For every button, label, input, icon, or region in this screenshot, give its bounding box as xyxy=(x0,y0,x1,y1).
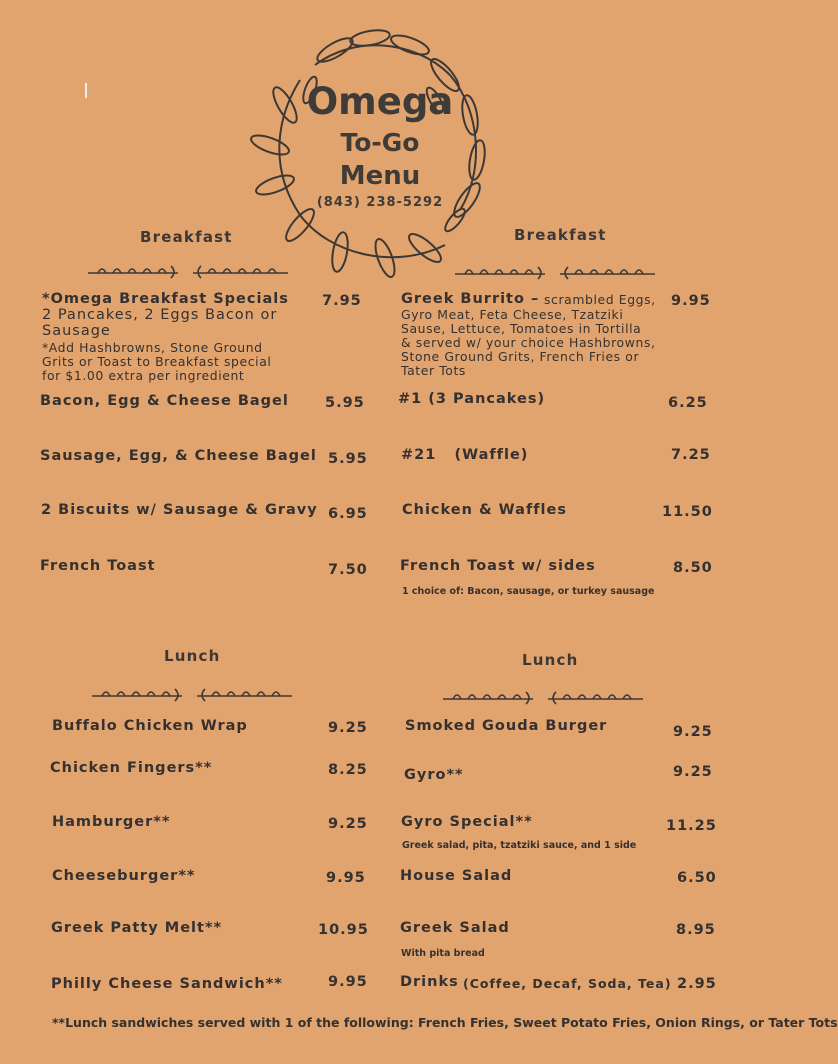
omega-special-name: *Omega Breakfast Specials xyxy=(42,291,289,307)
left-lunch-item-price: 10.95 xyxy=(318,922,369,938)
left-lunch-item-price: 9.95 xyxy=(326,870,366,886)
lunch-divider-left xyxy=(87,681,297,707)
left-breakfast-item-name: Sausage, Egg, & Cheese Bagel xyxy=(40,448,317,464)
footer-note: **Lunch sandwiches served with 1 of the following: French Fries, Sweet Potato Fries, Onion Rings, or Tater Tots xyxy=(52,1015,838,1030)
right-lunch-heading: Lunch xyxy=(522,651,579,669)
left-lunch-item-name: Buffalo Chicken Wrap xyxy=(52,718,248,734)
left-lunch-item-name: Hamburger** xyxy=(52,814,171,830)
right-breakfast-item-name: #1 (3 Pancakes) xyxy=(398,391,546,407)
left-lunch-item-price: 9.95 xyxy=(328,974,368,990)
right-breakfast-heading: Breakfast xyxy=(514,226,607,244)
right-lunch-item-price: 6.50 xyxy=(677,870,717,886)
left-breakfast-item-name: Bacon, Egg & Cheese Bagel xyxy=(40,393,289,409)
drinks-name: Drinks xyxy=(400,974,459,990)
right-lunch-item-price: 9.25 xyxy=(673,724,713,740)
left-lunch-item-name: Greek Patty Melt** xyxy=(51,920,223,936)
right-breakfast-item-name: French Toast w/ sides xyxy=(400,558,596,574)
greek-burrito-name: Greek Burrito – xyxy=(401,291,540,307)
left-lunch-item-price: 9.25 xyxy=(328,720,368,736)
omega-special-note2: Grits or Toast to Breakfast special xyxy=(42,354,272,369)
left-lunch-item-name: Chicken Fingers** xyxy=(50,760,213,776)
left-breakfast-item-price: 5.95 xyxy=(325,395,365,411)
gyro-special-note: Greek salad, pita, tzatziki sauce, and 1 side xyxy=(402,840,637,851)
greek-burrito-desc-inline: scrambled Eggs, xyxy=(544,292,656,307)
left-lunch-item-price: 8.25 xyxy=(328,762,368,778)
left-lunch-item-name: Philly Cheese Sandwich** xyxy=(51,976,283,992)
greek-salad-note: With pita bread xyxy=(401,948,485,959)
omega-special-line2: 2 Pancakes, 2 Eggs Bacon or xyxy=(42,307,278,323)
left-lunch-item-price: 9.25 xyxy=(328,816,368,832)
omega-special-price: 7.95 xyxy=(322,293,362,309)
cursor-mark xyxy=(85,83,87,98)
lunch-divider-right xyxy=(438,684,648,710)
left-breakfast-item-name: French Toast xyxy=(40,558,156,574)
french-toast-sides-note: 1 choice of: Bacon, sausage, or turkey sausage xyxy=(402,586,655,597)
greek-burrito-line6: Tater Tots xyxy=(401,363,466,378)
right-breakfast-item-price: 7.25 xyxy=(671,447,711,463)
greek-burrito-price: 9.95 xyxy=(671,293,711,309)
omega-special-note3: for $1.00 extra per ingredient xyxy=(42,368,245,383)
right-lunch-item-name: Greek Salad xyxy=(400,920,510,936)
greek-burrito-line3: Sause, Lettuce, Tomatoes in Tortilla xyxy=(401,321,642,336)
right-breakfast-item-price: 8.50 xyxy=(673,560,713,576)
left-breakfast-item-price: 5.95 xyxy=(328,451,368,467)
omega-special-note1: *Add Hashbrowns, Stone Ground xyxy=(42,340,263,355)
greek-burrito-line2: Gyro Meat, Feta Cheese, Tzatziki xyxy=(401,307,624,322)
drinks-price: 2.95 xyxy=(677,976,717,992)
right-lunch-item-name: Gyro Special** xyxy=(401,814,533,830)
greek-burrito-line5: Stone Ground Grits, French Fries or xyxy=(401,349,640,364)
right-lunch-item-name: Gyro** xyxy=(404,767,464,783)
left-breakfast-item-price: 6.95 xyxy=(328,506,368,522)
right-lunch-item-price: 9.25 xyxy=(673,764,713,780)
menu-label: Menu xyxy=(339,161,421,191)
left-lunch-heading: Lunch xyxy=(164,647,221,665)
left-breakfast-item-price: 7.50 xyxy=(328,562,368,578)
left-lunch-item-name: Cheeseburger** xyxy=(52,868,196,884)
drinks-detail: (Coffee, Decaf, Soda, Tea) xyxy=(463,976,672,991)
breakfast-divider-left xyxy=(83,258,293,284)
greek-burrito-line4: & served w/ your choice Hashbrowns, xyxy=(401,335,656,350)
right-breakfast-item-name: #21 (Waffle) xyxy=(401,447,529,463)
right-lunch-item-name: Smoked Gouda Burger xyxy=(405,718,608,734)
right-lunch-item-name: House Salad xyxy=(400,868,513,884)
phone-number: (843) 238-5292 xyxy=(316,195,444,210)
right-breakfast-item-name: Chicken & Waffles xyxy=(402,502,567,518)
menu-subtitle: To-Go xyxy=(340,128,420,157)
left-breakfast-heading: Breakfast xyxy=(140,228,233,246)
breakfast-divider-right xyxy=(450,259,660,285)
right-breakfast-item-price: 6.25 xyxy=(668,395,708,411)
right-lunch-item-price: 8.95 xyxy=(676,922,716,938)
omega-special-line3: Sausage xyxy=(42,323,111,339)
right-lunch-item-price: 11.25 xyxy=(666,818,717,834)
right-breakfast-item-price: 11.50 xyxy=(662,504,713,520)
left-breakfast-item-name: 2 Biscuits w/ Sausage & Gravy xyxy=(41,502,318,518)
restaurant-name: Omega xyxy=(306,80,454,123)
